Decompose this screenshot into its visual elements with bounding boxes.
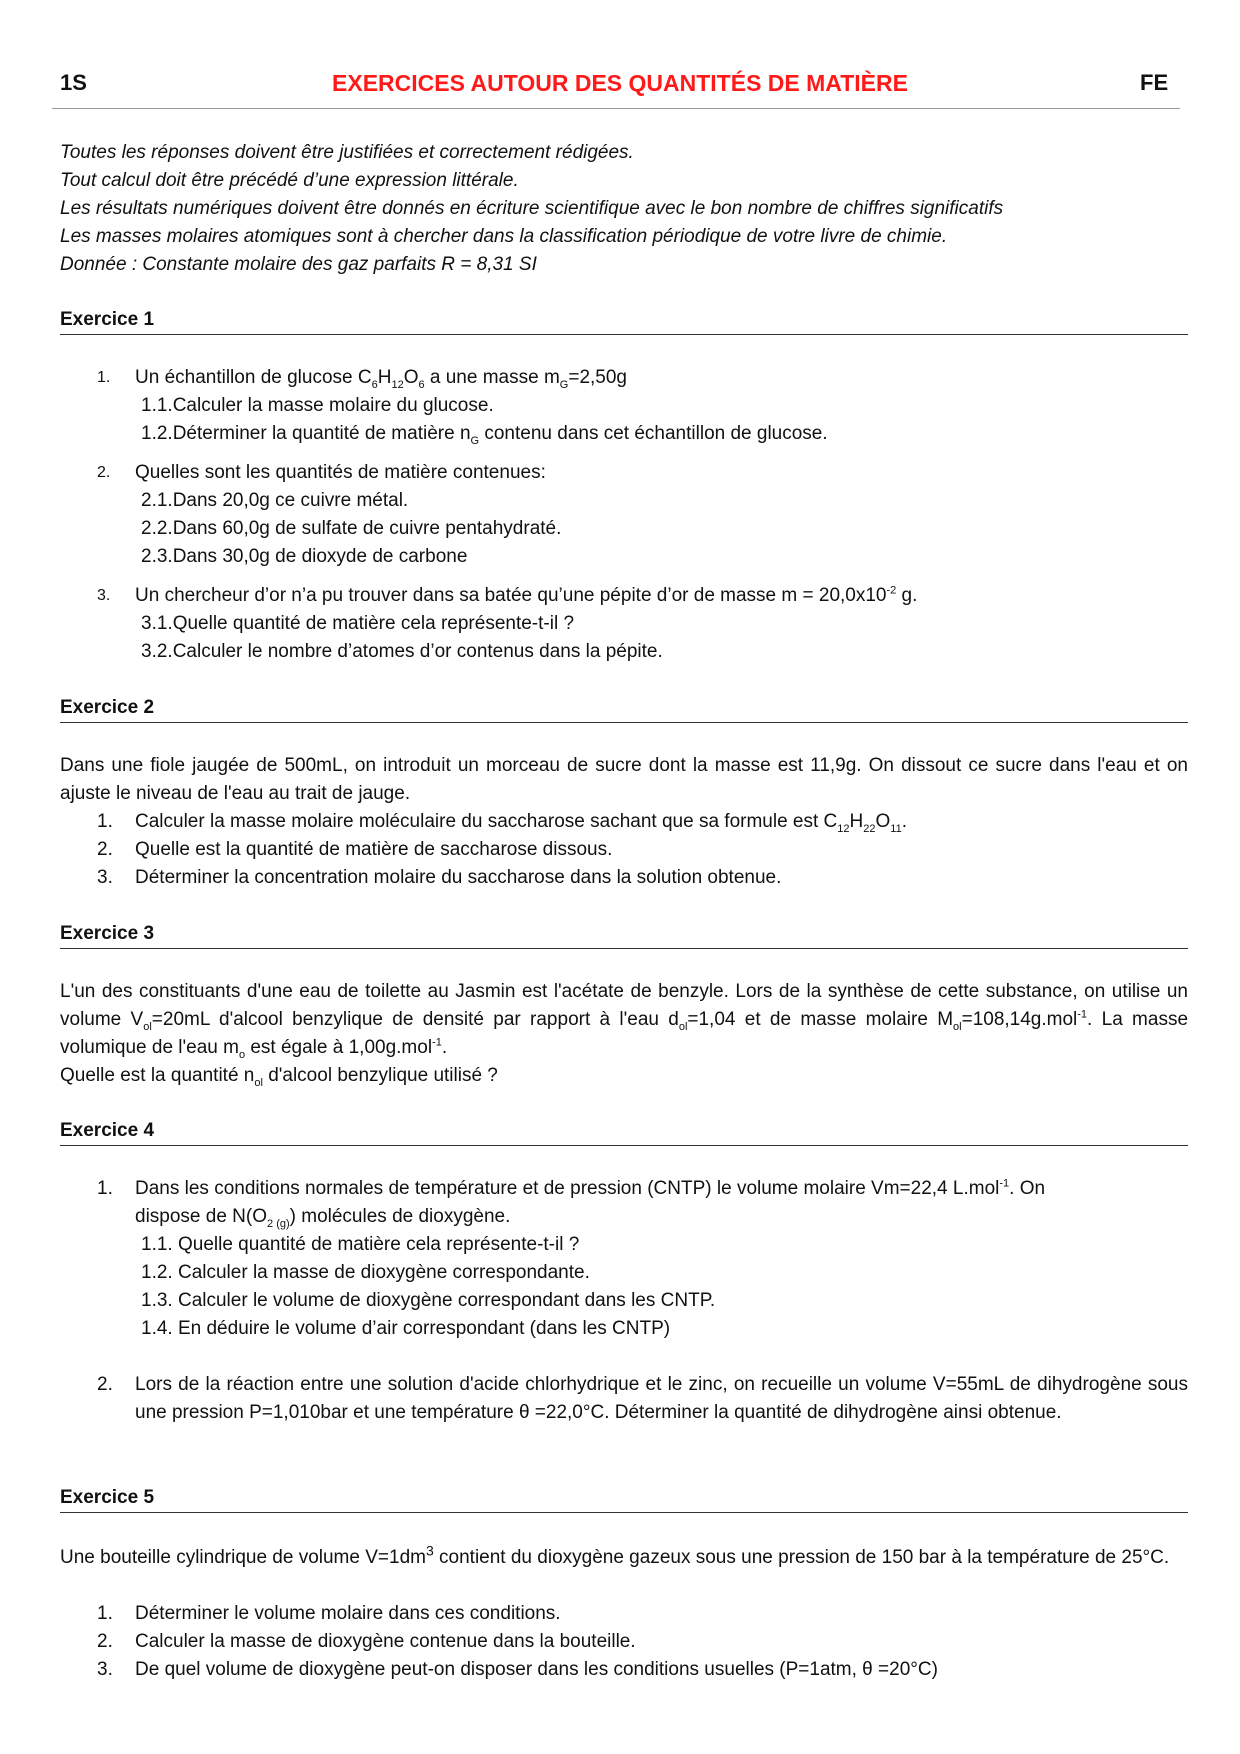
section-divider <box>60 948 1188 949</box>
instruction-line: Les masses molaires atomiques sont à chercher dans la classification périodique de votre livre de chimie. <box>60 226 948 247</box>
ex1-question-2-2: 2.2.Dans 60,0g de sulfate de cuivre pentahydraté. <box>141 518 562 539</box>
instruction-line: Les résultats numériques doivent être donnés en écriture scientifique avec le bon nombre de chiffres significatifs <box>60 198 1004 219</box>
exercise-2-title: Exercice 2 <box>60 697 155 718</box>
exercise-5-title: Exercice 5 <box>60 1487 155 1508</box>
ex1-question-2-1: 2.1.Dans 20,0g ce cuivre métal. <box>141 490 409 511</box>
section-divider <box>60 1145 1188 1146</box>
section-divider <box>60 1512 1188 1513</box>
ex1-question-1-2: 1.2.Déterminer la quantité de matière $n_G$ contenu dans cet échantillon de glucose. <box>141 423 828 447</box>
ex4-question-1-3: 1.3. Calculer le volume de dioxygène correspondant dans les CNTP. <box>141 1290 716 1311</box>
ex3-question: Quelle est la quantité $n_{ol}$ d'alcool benzylique utilisé ? <box>60 1065 498 1089</box>
ex2-question-3: Déterminer la concentration molaire du saccharose dans la solution obtenue. <box>135 867 782 888</box>
page-title: EXERCICES AUTOUR DES QUANTITÉS DE MATIÈRE <box>332 70 908 96</box>
ex1-question-2-3: 2.3.Dans 30,0g de dioxyde de carbone <box>141 546 468 567</box>
ex4-question-1-4: 1.4. En déduire le volume d’air correspondant (dans les CNTP) <box>141 1318 671 1339</box>
question-number: 1. <box>97 1603 113 1624</box>
ex1-question-3-2: 3.2.Calculer le nombre d’atomes d’or contenus dans la pépite. <box>141 641 663 662</box>
ex1-question-3: Un chercheur d’or n’a pu trouver dans sa batée qu’une pépite d’or de masse $m = 20,0x10^{-2}$ g. <box>135 584 918 606</box>
ex1-question-3-1: 3.1.Quelle quantité de matière cela représente-t-il ? <box>141 613 575 634</box>
ex5-question-2: Calculer la masse de dioxygène contenue dans la bouteille. <box>135 1631 636 1652</box>
exercise-4-title: Exercice 4 <box>60 1120 155 1141</box>
ex4-question-1: Dans les conditions normales de température et de pression (CNTP) le volume molaire Vm=22,4 L.mol$^{-1}$. On <box>135 1177 1046 1199</box>
header-divider <box>52 108 1180 109</box>
instruction-line: Tout calcul doit être précédé d’une expression littérale. <box>60 170 519 191</box>
ex2-question-2: Quelle est la quantité de matière de saccharose dissous. <box>135 839 613 860</box>
ex1-question-1: Un échantillon de glucose $C_6H_{12}O_6$ a une masse $m_G=2,50g$ <box>135 367 627 391</box>
question-number: 3. <box>97 1659 113 1680</box>
author-initials: FE <box>1140 70 1169 95</box>
class-label: 1S <box>60 70 87 95</box>
question-number: 2. <box>97 464 111 481</box>
ex3-statement: L'un des constituants d'une eau de toilette au Jasmin est l'acétate de benzyle. Lors de la synthèse de cette substance, on utilise un volume $V_{ol}=20mL$ d'alcool benzylique de densité par rapport à l'eau $d_{ol}=1,04$ et de masse molaire $M_{ol}=108,14g.mol^{-1}$. La masse volumique de l'eau $m_o$ est égale à 1,00g.mol$^{-1}$. <box>60 981 1189 1061</box>
question-number: 2. <box>97 1374 113 1395</box>
exercise-1-title: Exercice 1 <box>60 309 155 330</box>
ex2-statement: Dans une fiole jaugée de 500mL, on introduit un morceau de sucre dont la masse est 11,9g. On dissout ce sucre dans l'eau et on ajuste le niveau de l'eau au trait de jauge. <box>60 755 1188 804</box>
question-number: 2. <box>97 839 113 860</box>
ex4-question-1-1: 1.1. Quelle quantité de matière cela représente-t-il ? <box>141 1234 580 1255</box>
question-number: 1. <box>97 1178 113 1199</box>
ex5-statement: Une bouteille cylindrique de volume $V=1dm^3$ contient du dioxygène gazeux sous une pression de 150 bar à la température de 25°C. <box>60 1542 1170 1568</box>
ex5-question-3: De quel volume de dioxygène peut-on disposer dans les conditions usuelles (P=1atm, θ =20°C) <box>135 1659 938 1680</box>
instruction-line: Toutes les réponses doivent être justifiées et correctement rédigées. <box>60 142 634 163</box>
ex1-question-1-1: 1.1.Calculer la masse molaire du glucose. <box>141 395 494 416</box>
ex1-question-2: Quelles sont les quantités de matière contenues: <box>135 462 546 483</box>
question-number: 3. <box>97 587 111 604</box>
section-divider <box>60 722 1188 723</box>
ex4-question-1-2: 1.2. Calculer la masse de dioxygène correspondante. <box>141 1262 590 1283</box>
instructions <box>60 139 1190 279</box>
section-divider <box>60 334 1188 335</box>
instruction-line: Donnée : Constante molaire des gaz parfaits R = 8,31 SI <box>60 254 537 275</box>
question-number: 3. <box>97 867 113 888</box>
ex4-question-1-cont: dispose de $N(O_{2 (g)})$ molécules de dioxygène. <box>135 1206 511 1230</box>
ex2-question-1: Calculer la masse molaire moléculaire du saccharose sachant que sa formule est $C_{12}H_{22}O_{11}$. <box>135 811 907 835</box>
ex5-question-1: Déterminer le volume molaire dans ces conditions. <box>135 1603 561 1624</box>
exercise-3-title: Exercice 3 <box>60 923 155 944</box>
question-number: 1. <box>97 369 111 386</box>
question-number: 2. <box>97 1631 113 1652</box>
question-number: 1. <box>97 811 113 832</box>
ex4-question-2: Lors de la réaction entre une solution d'acide chlorhydrique et le zinc, on recueille un volume V=55mL de dihydrogène sous une pression P=1,010bar et une température θ =22,0°C. Déterminer la quantité de dihydrogène ainsi obtenue. <box>135 1374 1188 1423</box>
